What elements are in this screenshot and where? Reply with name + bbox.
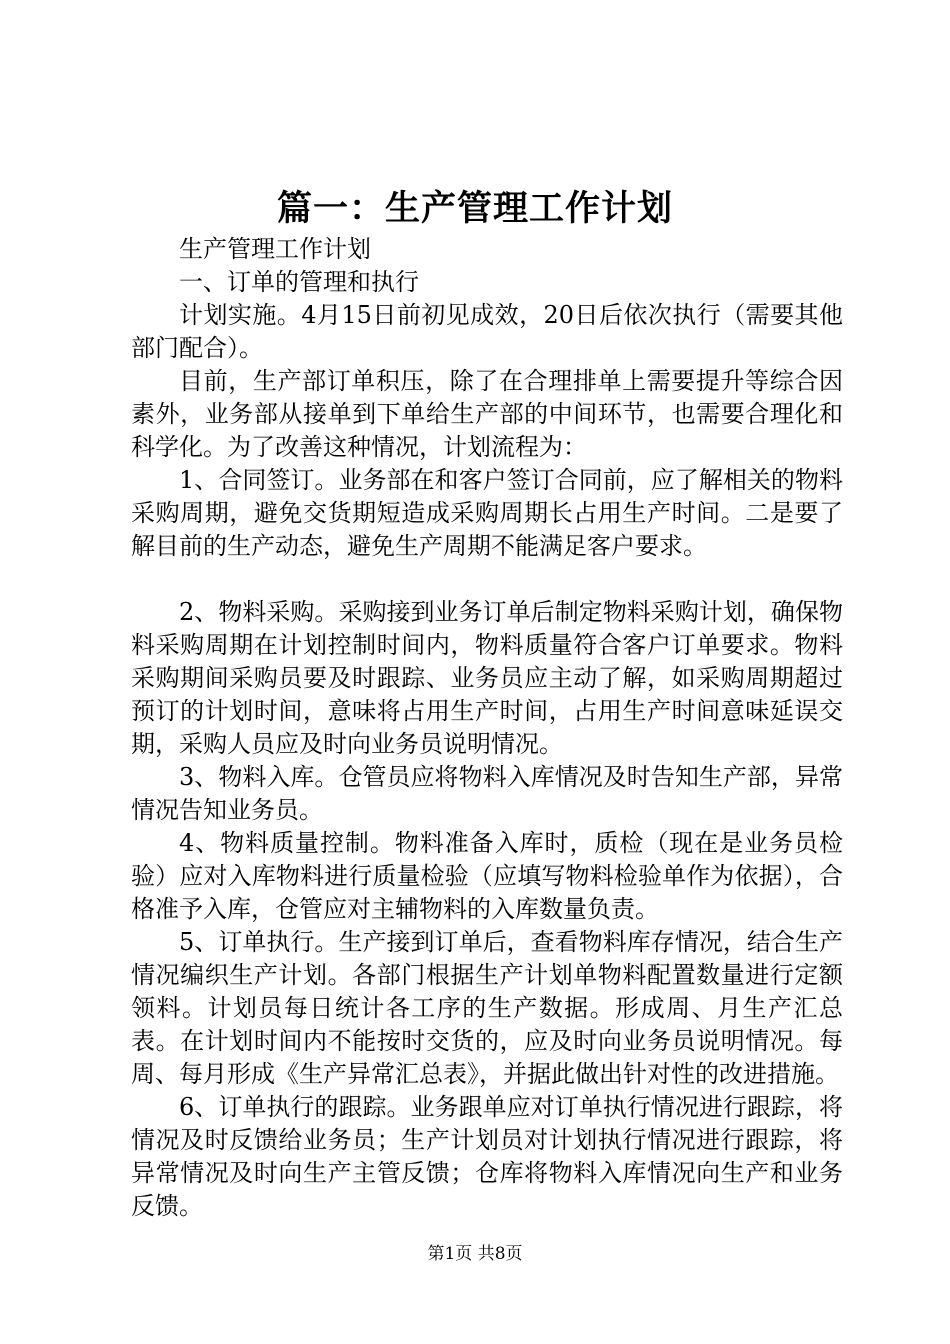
paragraph-current-situation: 目前，生产部订单积压，除了在合理排单上需要提升等综合因素外，业务部从接单到下单给生产部的中间环节，也需要合理化和科学化。为了改善这种情况，计划流程为： xyxy=(131,367,843,461)
page-footer: 第1页 共8页 xyxy=(427,1244,523,1264)
paragraph-order-tracking: 6、订单执行的跟踪。业务跟单应对订单执行情况进行跟踪，将情况及时反馈给业务员；生产计划员对计划执行情况进行跟踪，将异常情况及时向生产主管反馈；仓库将物料入库情况向生产和业务反馈。 xyxy=(131,1093,843,1220)
paragraph-plan-implementation: 计划实施。4月15日前初见成效，20日后依次执行（需要其他部门配合）。 xyxy=(131,301,843,362)
paragraph-order-execution: 5、订单执行。生产接到订单后，查看物料库存情况，结合生产情况编织生产计划。各部门根据生产计划单物料配置数量进行定额领料。计划员每日统计各工序的生产数据。形成周、月生产汇总表。在计划时间内不能按时交货的，应及时向业务员说明情况。每周、每月形成《生产异常汇总表》，并据此做出针对性的改进措施。 xyxy=(131,928,843,1088)
paragraph-material-storage: 3、物料入库。仓管员应将物料入库情况及时告知生产部，异常情况告知业务员。 xyxy=(131,763,843,824)
paragraph-material-purchase: 2、物料采购。采购接到业务订单后制定物料采购计划，确保物料采购周期在计划控制时间内，物料质量符合客户订单要求。物料采购期间采购员要及时跟踪、业务员应主动了解，如采购周期超过预订的计划时间，意味将占用生产时间，占用生产时间意味延误交期，采购人员应及时向业务员说明情况。 xyxy=(131,598,843,758)
paragraph-subtitle: 生产管理工作计划 xyxy=(179,235,371,263)
paragraph-contract-signing: 1、合同签订。业务部在和客户签订合同前，应了解相关的物料采购周期，避免交货期短造成采购周期长占用生产时间。二是要了解目前的生产动态，避免生产周期不能满足客户要求。 xyxy=(131,466,843,560)
document-body xyxy=(131,233,843,1223)
document-title: 篇一：生产管理工作计划 xyxy=(276,188,673,229)
paragraph-quality-control: 4、物料质量控制。物料准备入库时，质检（现在是业务员检验）应对入库物料进行质量检验（应填写物料检验单作为依据），合格准予入库，仓管应对主辅物料的入库数量负责。 xyxy=(131,829,843,923)
paragraph-section-heading: 一、订单的管理和执行 xyxy=(179,268,419,296)
